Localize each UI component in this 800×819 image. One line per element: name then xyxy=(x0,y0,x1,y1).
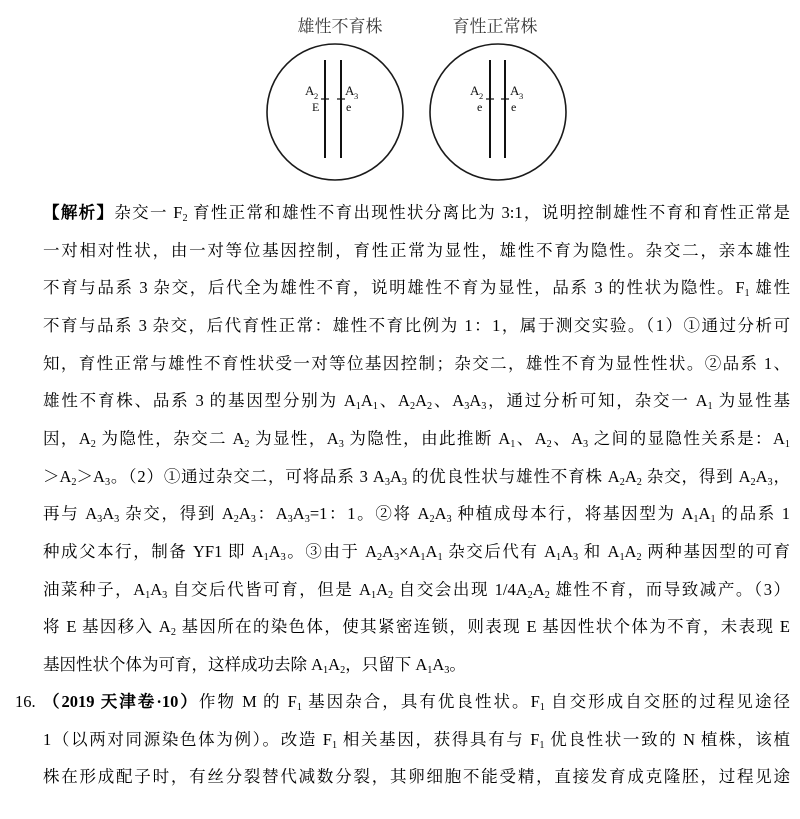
text-run: 。③由于 A xyxy=(285,541,378,561)
chromosome-figure xyxy=(0,0,800,190)
subscript: 3 xyxy=(394,551,400,563)
subscript: 1 xyxy=(539,739,545,751)
allele-label: e xyxy=(346,100,352,114)
bold-heading: （2019 天津卷·10） xyxy=(43,692,199,711)
text-line xyxy=(43,420,790,458)
text-run: 基因性状个体为可育，这样成功去除 A xyxy=(43,654,324,674)
gene-label: A xyxy=(510,83,520,98)
text-run: 、A xyxy=(377,391,410,411)
gene-subscript: 2 xyxy=(314,91,319,101)
text-run: 育性正常和雄性不育出现性状分离比为 3:1，说明控制雄性不育和育性正常是 xyxy=(187,203,790,222)
subscript: 3 xyxy=(104,476,111,488)
gene-subscript: 3 xyxy=(519,91,524,101)
subscript: 3 xyxy=(481,401,487,413)
analysis-paragraph xyxy=(43,194,790,684)
text-run: ＞A xyxy=(76,466,105,486)
subscript: 3 xyxy=(573,551,579,563)
subscript: 3 xyxy=(304,514,310,526)
text-run: 基因杂合，具有优良性状。F xyxy=(301,692,540,711)
text-run: 、A xyxy=(432,391,465,411)
text-line xyxy=(43,307,790,345)
text-run: A xyxy=(328,654,341,674)
subscript: 2 xyxy=(377,551,383,563)
text-run: ，只留下 A xyxy=(345,654,428,674)
text-line xyxy=(43,194,790,232)
text-run: 因，A xyxy=(43,428,91,448)
text-run: 种植成母本行，将基因型为 A xyxy=(451,504,694,524)
subscript: 3 xyxy=(384,476,390,488)
text-run: A xyxy=(238,504,251,524)
text-run: 的品系 1 xyxy=(715,504,790,524)
text-run: A xyxy=(432,654,445,674)
text-run: 为显性基 xyxy=(712,391,791,411)
text-line xyxy=(43,646,790,684)
cell-fertile-normal xyxy=(430,17,566,180)
cell-title: 育性正常株 xyxy=(452,17,538,37)
subscript: 3 xyxy=(446,514,452,526)
text-run: A xyxy=(425,541,438,561)
text-run: A xyxy=(292,504,305,524)
cell-male-sterile xyxy=(267,17,403,180)
subscript: 2 xyxy=(409,401,416,413)
text-line xyxy=(43,683,790,721)
text-run: 自交形成自交胚的过程见途径 xyxy=(544,692,790,711)
text-line xyxy=(43,269,790,307)
text-run: 杂交，得到 A xyxy=(119,504,234,524)
subscript: 1 xyxy=(556,551,562,563)
subscript: 2 xyxy=(636,551,642,563)
subscript: 1 xyxy=(510,438,516,450)
text-run: A xyxy=(624,466,637,486)
subscript: 2 xyxy=(244,438,250,450)
text-run: A xyxy=(624,541,637,561)
text-run: 相关基因，获得具有与 F xyxy=(337,729,540,749)
text-run: A xyxy=(698,504,711,524)
text-run: 1（以两对同源染色体为例）。改造 F xyxy=(43,729,332,749)
text-run: 一对相对性状，由一对等位基因控制，育性正常为显性，雄性不育为隐性。杂交二，亲本雄性 xyxy=(43,240,790,260)
text-run: ＞A xyxy=(43,466,72,486)
text-run: A xyxy=(268,541,281,561)
text-run: ，通过分析可知，杂交一 A xyxy=(486,391,708,411)
subscript: 1 xyxy=(427,664,433,676)
text-run: 油菜种子，A xyxy=(43,579,146,599)
subscript: 2 xyxy=(170,627,176,639)
text-run: 雄性不育株、品系 3 的基因型分别为 A xyxy=(43,391,356,411)
subscript: 1 xyxy=(744,288,750,300)
subscript: 2 xyxy=(429,514,435,526)
allele-label: e xyxy=(511,100,517,114)
subscript: 2 xyxy=(636,476,642,488)
text-run: A xyxy=(150,579,163,599)
text-run: 自交后代皆可育，但是 A xyxy=(167,579,371,599)
subscript: 2 xyxy=(182,212,188,224)
text-run: A xyxy=(561,541,574,561)
subscript: 3 xyxy=(287,514,293,526)
text-run: A xyxy=(469,391,482,411)
subscript: 1 xyxy=(263,551,269,563)
text-run: ×A xyxy=(399,541,421,561)
allele-label: e xyxy=(477,100,483,114)
gene-label: A xyxy=(305,83,315,98)
subscript: 3 xyxy=(464,401,470,413)
subscript: 1 xyxy=(539,701,545,713)
text-line xyxy=(43,345,790,383)
gene-label: A xyxy=(345,83,355,98)
cell-outline xyxy=(267,44,403,180)
text-run: 作物 M 的 F xyxy=(198,692,297,711)
text-line xyxy=(43,571,790,609)
text-run: 将 E 基因移入 A xyxy=(43,617,171,637)
subscript: 3 xyxy=(444,664,450,676)
question-stem xyxy=(43,683,790,796)
text-run: 。（2）①通过杂交二，可将品系 3 A xyxy=(110,466,385,486)
text-run: 、A xyxy=(515,428,547,448)
subscript: 1 xyxy=(323,664,329,676)
subscript: 2 xyxy=(544,589,550,601)
bold-heading: 【解析】 xyxy=(43,203,115,222)
text-line xyxy=(43,608,790,646)
gene-subscript: 2 xyxy=(479,91,484,101)
text-run: 再与 A xyxy=(43,504,98,524)
subscript: 2 xyxy=(340,664,346,676)
subscript: 1 xyxy=(619,551,625,563)
text-run: A xyxy=(360,391,373,411)
text-run: 之间的显隐性关系是：A xyxy=(588,428,785,448)
text-run: 不育与品系 3 杂交，后代育性正常：雄性不育比例为 1：1，属于测交实验。（1）①通过分析可 xyxy=(43,315,790,335)
text-run: 雄性不育，而导致减产。（3） xyxy=(549,579,791,599)
text-run: 两种基因型的可育 xyxy=(641,541,791,561)
subscript: 2 xyxy=(71,476,77,488)
text-run: 。 xyxy=(449,654,466,674)
gene-subscript: 3 xyxy=(354,91,359,101)
gene-label: A xyxy=(470,83,480,98)
text-run: A xyxy=(382,541,395,561)
cell-outline xyxy=(430,44,566,180)
text-run: A xyxy=(532,579,545,599)
text-run: 基因所在的染色体，使其紧密连锁，则表现 E 基因性状个体为不育，未表现 E xyxy=(175,617,790,637)
subscript: 3 xyxy=(250,514,256,526)
subscript: 1 xyxy=(145,589,151,601)
text-line xyxy=(43,721,790,759)
text-run: 杂交，得到 A xyxy=(641,466,751,486)
text-run: 为隐性，由此推断 A xyxy=(343,428,511,448)
text-run: 杂交后代有 A xyxy=(442,541,556,561)
subscript: 2 xyxy=(750,476,756,488)
text-run: 、A xyxy=(551,428,584,448)
subscript: 1 xyxy=(296,701,302,713)
subscript: 1 xyxy=(420,551,426,563)
text-run: A xyxy=(376,579,388,599)
subscript: 1 xyxy=(437,551,443,563)
text-run: 为显性，A xyxy=(249,428,339,448)
text-line xyxy=(43,533,790,571)
text-run: A xyxy=(415,391,428,411)
text-run: =1：1。②将 A xyxy=(309,504,430,524)
text-run: 杂交一 F xyxy=(114,203,183,222)
text-run: 优良性状一致的 N 植株，该植 xyxy=(544,729,790,749)
subscript: 2 xyxy=(619,476,625,488)
subscript: 3 xyxy=(97,514,103,526)
subscript: 2 xyxy=(388,589,394,601)
text-line xyxy=(43,382,790,420)
subscript: 1 xyxy=(784,438,791,450)
question-number: 16. xyxy=(15,692,36,711)
text-run: A xyxy=(755,466,768,486)
text-line xyxy=(43,458,790,496)
text-line xyxy=(43,232,790,270)
subscript: 3 xyxy=(114,514,120,526)
subscript: 2 xyxy=(427,401,433,413)
text-run: 不育与品系 3 杂交，后代全为雄性不育，说明雄性不育为显性，品系 3 的性状为隐性。F xyxy=(43,278,745,298)
subscript: 1 xyxy=(707,401,713,413)
subscript: 1 xyxy=(710,514,716,526)
subscript: 3 xyxy=(767,476,773,488)
allele-label: E xyxy=(312,100,320,114)
subscript: 1 xyxy=(331,739,338,751)
text-run: A xyxy=(389,466,402,486)
text-line xyxy=(43,758,790,796)
text-run: 株在形成配子时，有丝分裂替代减数分裂，其卵细胞不能受精，直接发育成克隆胚，过程见途 xyxy=(43,767,790,787)
subscript: 2 xyxy=(233,514,239,526)
text-run: ， xyxy=(772,466,790,486)
subscript: 1 xyxy=(355,401,361,413)
text-line xyxy=(43,495,790,533)
text-run: 种成父本行，制备 YF1 即 A xyxy=(43,541,264,561)
text-run: 知，育性正常与雄性不育性状受一对等位基因控制；杂交二，雄性不育为显性性状。②品系 1、 xyxy=(43,353,790,373)
text-run: 和 A xyxy=(578,541,620,561)
subscript: 3 xyxy=(162,589,168,601)
subscript: 3 xyxy=(280,551,286,563)
subscript: 2 xyxy=(90,438,96,450)
subscript: 1 xyxy=(372,401,378,413)
subscript: 1 xyxy=(693,514,699,526)
subscript: 3 xyxy=(338,438,344,450)
text-run: A xyxy=(434,504,447,524)
text-run: 自交会出现 1/4A xyxy=(393,579,528,599)
subscript: 3 xyxy=(401,476,407,488)
text-run: ：A xyxy=(255,504,288,524)
text-run: A xyxy=(102,504,115,524)
text-run: 的优良性状与雄性不育株 A xyxy=(406,466,620,486)
text-run: 雄性 xyxy=(749,278,790,298)
subscript: 1 xyxy=(370,589,377,601)
cell-title: 雄性不育株 xyxy=(297,17,383,37)
subscript: 2 xyxy=(527,589,533,601)
text-run: 为隐性，杂交二 A xyxy=(95,428,245,448)
subscript: 2 xyxy=(546,438,552,450)
subscript: 3 xyxy=(583,438,589,450)
